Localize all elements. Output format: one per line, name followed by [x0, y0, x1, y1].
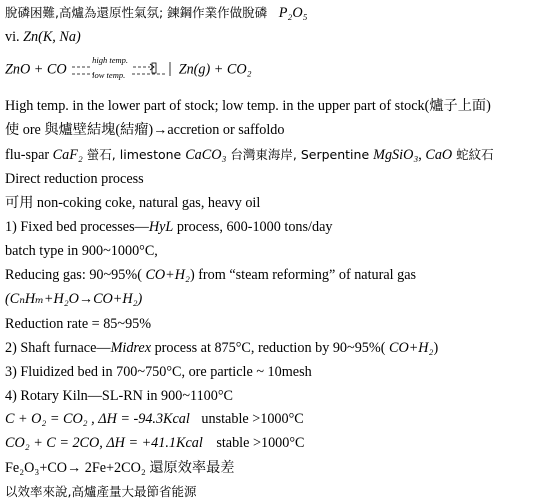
caf2-formula: CaF₂: [52, 147, 83, 163]
combustion-note: unstable >1000°C: [201, 411, 304, 427]
equilibrium-arrow: [70, 55, 175, 80]
midrex-name: Midrex: [110, 340, 152, 356]
shaft-close-paren: ): [433, 340, 439, 356]
direct-reduction-heading: Direct reduction process: [5, 171, 144, 187]
line-fe2o3-reduction: [5, 461, 234, 475]
line-fluidized-bed: [5, 365, 312, 379]
zn-formula: Zn(K, Na): [23, 29, 81, 45]
shaft-part-2: process at 875°C, reduction by 90~95%(: [151, 340, 389, 356]
line-boudouard-eq: [5, 436, 304, 450]
line-fixed-bed: [5, 220, 332, 234]
line-reducing-gas: [5, 268, 416, 282]
line-accretion: [5, 123, 284, 137]
line-zinc: [5, 30, 81, 44]
caco3-formula: CaCO₃: [185, 147, 227, 163]
reduction-rate-text: Reduction rate = 85~95%: [5, 316, 152, 332]
reforming-reaction: (CₙHₘ+H₂O→CO+H₂): [5, 291, 143, 307]
dephos-text: 脫磷困難,高爐為還原性氣氛; 鍊鋼作業作做脫磷: [5, 5, 268, 20]
accretion-text: 使 ore 與爐壁結塊(結瘤)→accretion or saffoldo: [5, 122, 285, 138]
line-reforming-reaction: [5, 292, 142, 306]
item-prefix: vi.: [5, 29, 24, 45]
reaction-right: Zn(g) + CO₂: [178, 61, 252, 78]
line-reduction-rate: [5, 317, 151, 331]
line-efficiency: [5, 485, 196, 499]
batch-type-text: batch type in 900~1000°C,: [5, 243, 158, 259]
efficiency-text: 以效率來說,高爐產量大最節省能源: [5, 484, 197, 499]
line-rotary-kiln: [5, 389, 233, 403]
low-temp-label: low temp.: [92, 70, 126, 80]
line-shaft-furnace: [5, 341, 438, 355]
cao-formula: CaO: [425, 147, 453, 163]
minerals-part-3: 台灣東海岸, Serpentine: [226, 147, 374, 162]
boudouard-note: stable >1000°C: [216, 435, 305, 451]
minerals-part-4: 蛇紋石: [452, 147, 494, 162]
fe2o3-reduction-text: Fe₂O₃+CO→ 2Fe+2CO₂ 還原效率最差: [5, 460, 235, 476]
fluidized-bed-text: 3) Fluidized bed in 700~750°C, ore particle ~ 10mesh: [5, 364, 312, 380]
p2o5-formula: P₂O₅: [278, 5, 308, 21]
line-dephosphorization: [5, 6, 308, 20]
line-temperature-zones: [5, 99, 491, 113]
co-h2-formula: CO+H₂: [145, 267, 190, 283]
line-direct-reduction: [5, 172, 144, 186]
mgsio3-formula: MgSiO₃: [373, 147, 419, 163]
shaft-co-h2: CO+H₂: [388, 340, 434, 356]
line-zno-reaction: [5, 55, 252, 80]
reducing-gas-part-1: Reducing gas: 90~95%(: [5, 267, 146, 283]
high-temp-label: high temp.: [92, 55, 129, 65]
rotary-kiln-text: 4) Rotary Kiln—SL-RN in 900~1100°C: [5, 388, 233, 404]
line-fuels: [5, 196, 260, 210]
fixed-bed-part-2: process, 600-1000 tons/day: [173, 219, 333, 235]
temperature-zones-text: High temp. in the lower part of stock; low temp. in the upper part of stock(爐子上面): [5, 98, 491, 114]
fuels-text: 可用 non-coking coke, natural gas, heavy oil: [5, 195, 261, 211]
line-minerals: [5, 148, 494, 162]
minerals-part-1: flu-spar: [5, 147, 53, 163]
reaction-left: ZnO + CO: [5, 61, 67, 78]
hyl-name: HyL: [148, 219, 174, 235]
minerals-part-2: 螢石, limestone: [82, 147, 186, 162]
fixed-bed-part-1: 1) Fixed bed processes—: [5, 219, 149, 235]
combustion-equation: C + O₂ = CO₂ , ΔH = -94.3Kcal: [5, 411, 190, 427]
boudouard-equation: CO₂ + C = 2CO, ΔH = +41.1Kcal: [5, 435, 203, 451]
line-combustion-eq: [5, 412, 304, 426]
shaft-part-1: 2) Shaft furnace—: [5, 340, 111, 356]
minerals-comma: ,: [418, 147, 426, 163]
reducing-gas-part-2: ) from “steam reforming” of natural gas: [189, 267, 417, 283]
line-batch-type: [5, 244, 158, 258]
